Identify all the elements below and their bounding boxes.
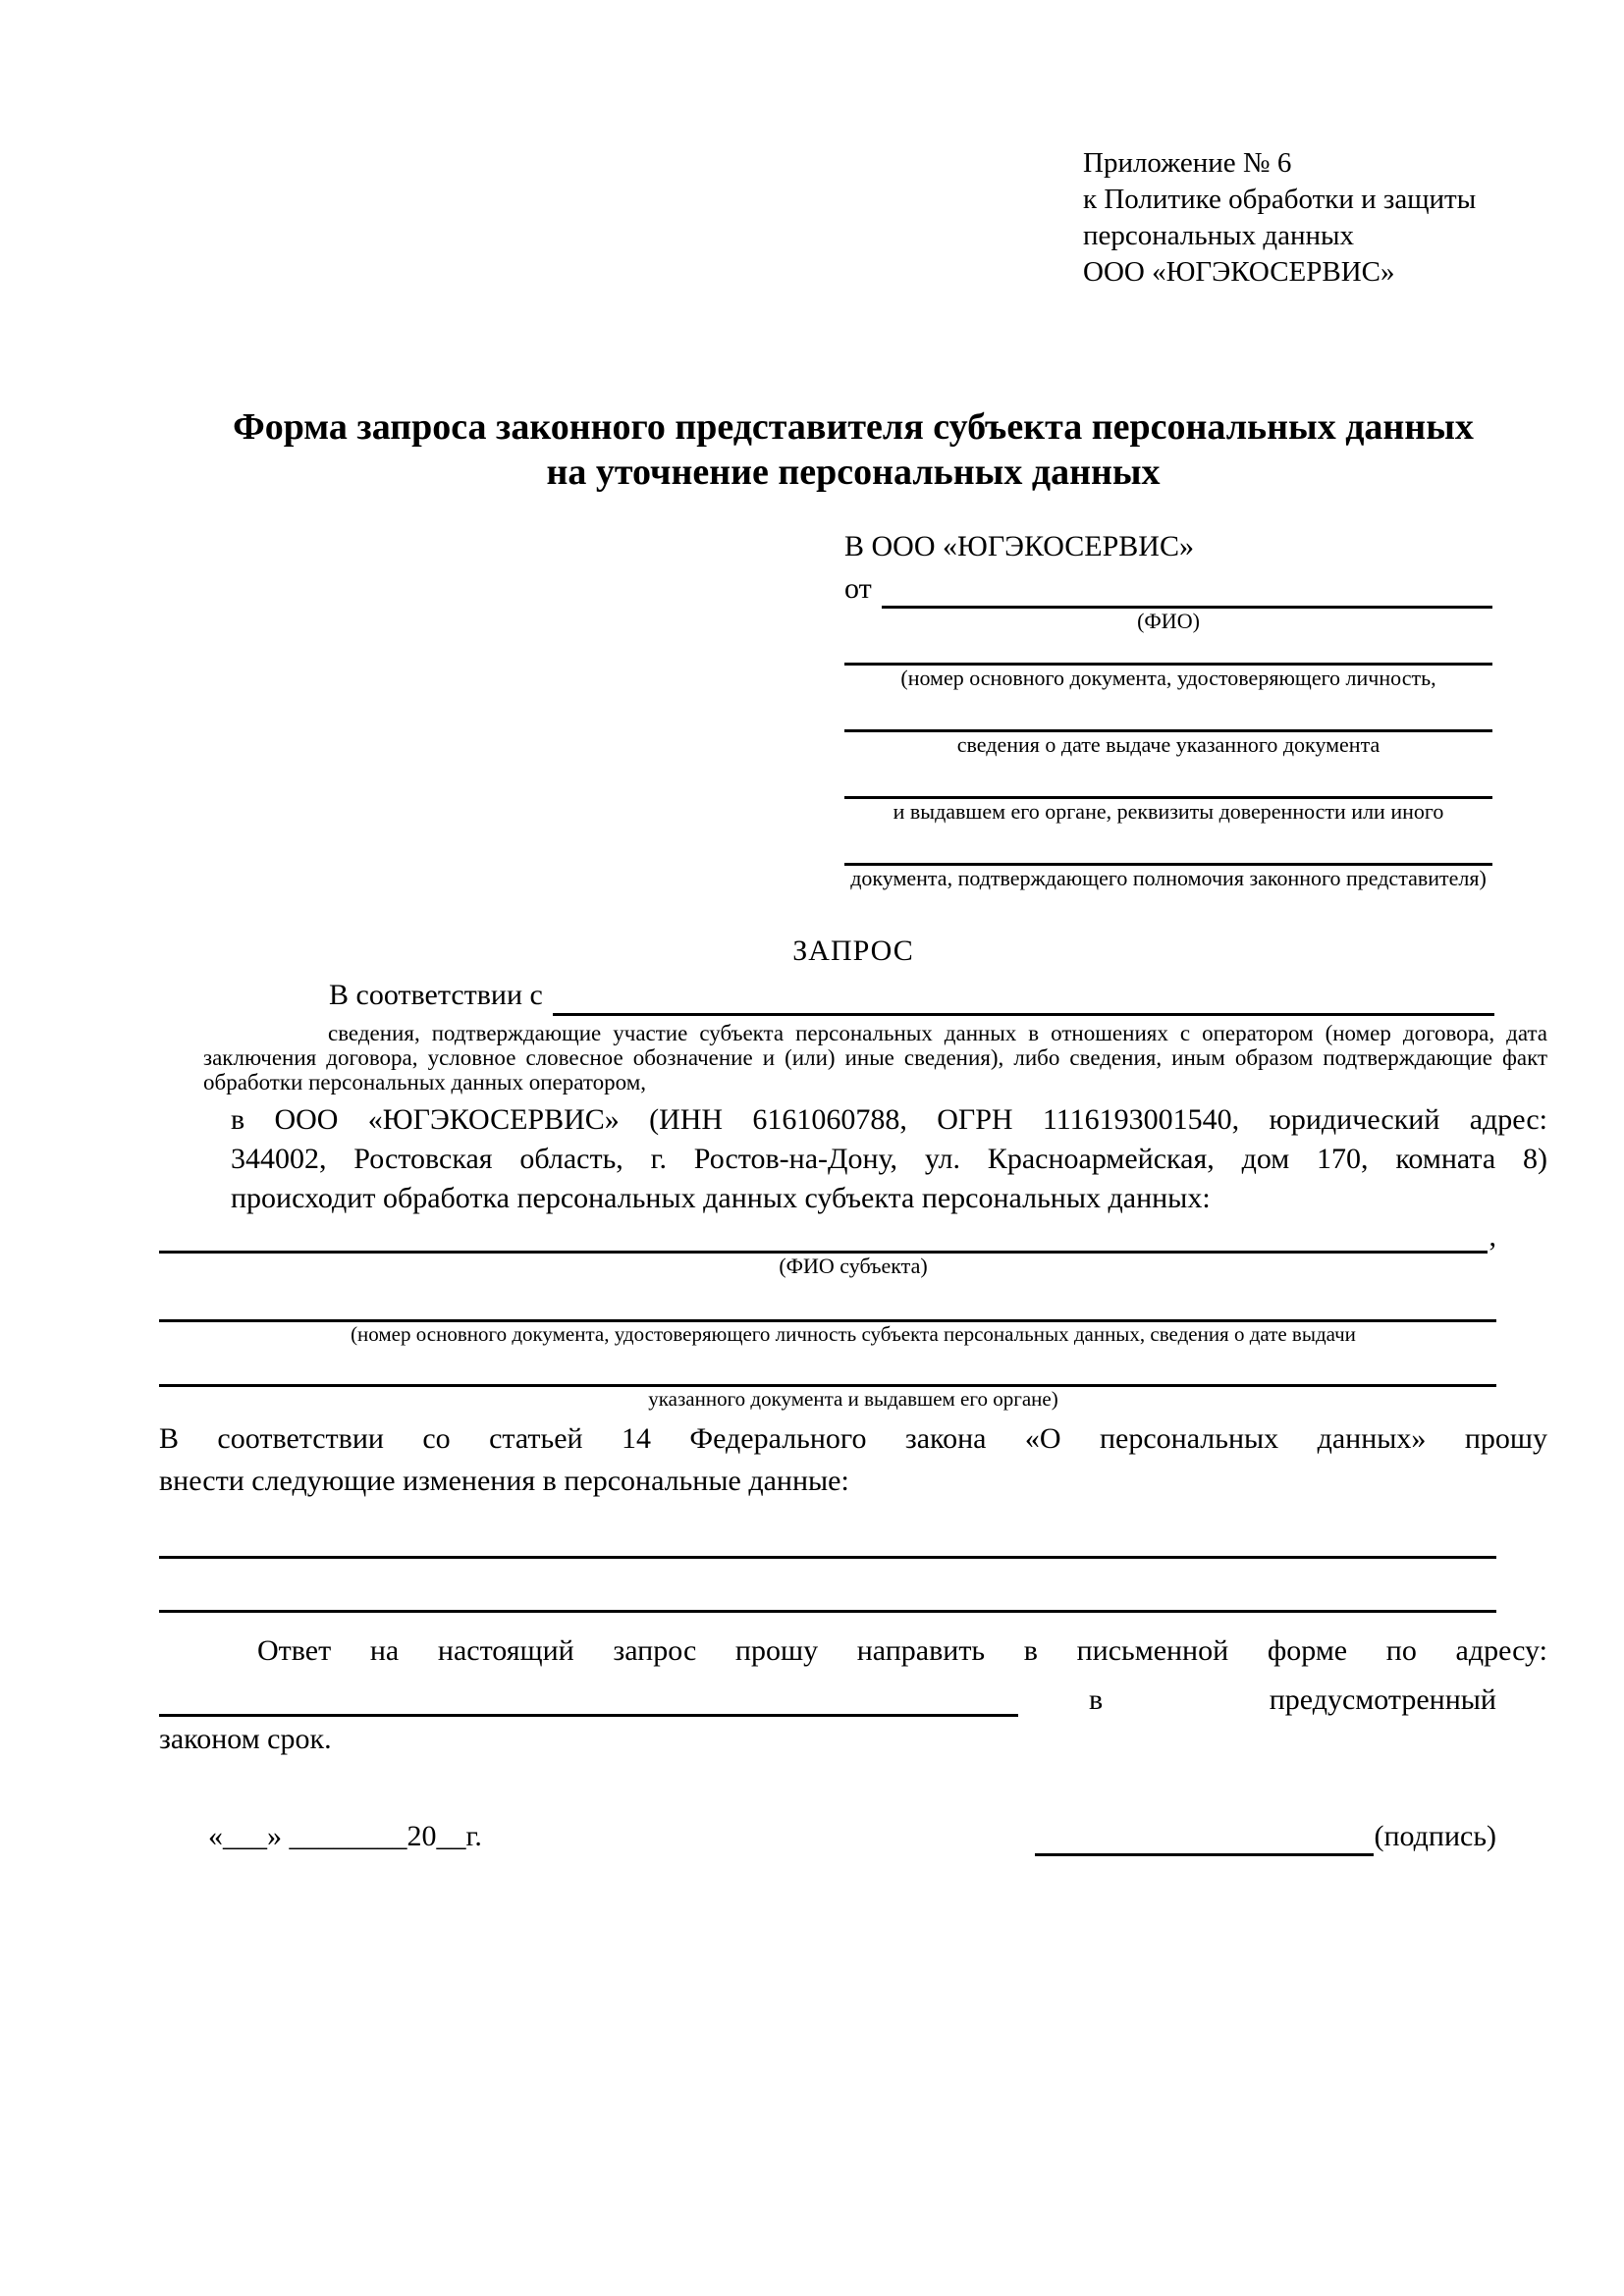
field-blank-line (844, 633, 1492, 666)
law-line: внести следующие изменения в персональные данные: (159, 1465, 849, 1497)
appendix-note (1083, 145, 1547, 291)
addressee-organization: В ООО «ЮГЭКОСЕРВИС» (844, 530, 1194, 562)
representative-doc-field (844, 633, 1492, 690)
subject-doc-blank-line-1 (159, 1278, 1496, 1322)
note-line: сведения, подтверждающие участие субъекта персональных данных в отношениях с оператором (номер договора, дата (328, 1021, 1547, 1045)
signature-blank-line (1035, 1820, 1374, 1856)
fio-caption: (ФИО) (1137, 609, 1200, 633)
representative-doc-field (844, 833, 1492, 890)
appendix-line: к Политике обработки и защиты (1083, 184, 1477, 215)
date-signature-row (159, 1817, 1496, 1856)
from-row (844, 569, 1492, 609)
field-blank-line (844, 833, 1492, 866)
field-blank-line (844, 767, 1492, 799)
appendix-line: персональных данных (1083, 220, 1355, 251)
accordance-blank-line (553, 1013, 1494, 1016)
subject-doc-caption-2: указанного документа и выдавшем его органе) (648, 1387, 1058, 1411)
field-caption: сведения о дате выдаче указанного документа (956, 732, 1380, 757)
title-line-2: на уточнение персональных данных (546, 452, 1161, 493)
subject-fio-blank-line (159, 1218, 1488, 1254)
appendix-line: Приложение № 6 (1083, 147, 1292, 179)
address-blank-line (159, 1675, 1018, 1717)
subject-fio-row (159, 1218, 1496, 1254)
subject-doc-caption-1: (номер основного документа, удостоверяющего личность субъекта персональных данных, сведения о дате выдачи (351, 1322, 1356, 1346)
field-caption: документа, подтверждающего полномочия законного представителя) (850, 866, 1487, 890)
operator-line: происходит обработка персональных данных субъекта персональных данных: (231, 1182, 1211, 1214)
changes-blank-line-1 (159, 1502, 1496, 1559)
document-title (159, 404, 1547, 495)
answer-word-in: в (1089, 1683, 1104, 1716)
field-caption: и выдавшем его органе, реквизиты доверенности или иного (893, 799, 1444, 824)
representative-doc-field (844, 700, 1492, 757)
accordance-note (203, 1021, 1547, 1095)
answer-paragraph (159, 1630, 1547, 1672)
law-request-paragraph (159, 1417, 1547, 1502)
subject-doc-blank-line-2 (159, 1347, 1496, 1387)
field-blank-line (844, 700, 1492, 732)
date-blank: «___» ________20__г. (208, 1820, 482, 1852)
operator-line: 344002, Ростовская область, г. Ростов-на-Дону, ул. Красноармейская, дом 170, комната 8) (231, 1143, 1547, 1175)
answer-tail: законом срок. (159, 1723, 332, 1755)
representative-doc-field (844, 767, 1492, 824)
accordance-label: В соответствии с (329, 979, 543, 1011)
accordance-row (159, 975, 1494, 1016)
answer-line-1: Ответ на настоящий запрос прошу направить в письменной форме по адресу: (257, 1634, 1547, 1667)
note-line: обработки персональных данных оператором, (203, 1070, 646, 1095)
changes-blank-line-2 (159, 1559, 1496, 1613)
operator-paragraph (231, 1100, 1547, 1218)
signature-block (1035, 1817, 1496, 1856)
field-caption: (номер основного документа, удостоверяющего личность, (900, 666, 1436, 690)
from-label: от (844, 572, 872, 605)
note-line: заключения договора, условное словесное обозначение и (или) иные сведения), либо сведения, иным образом подтверждающие факт (203, 1045, 1547, 1070)
answer-word-predusmotrennyj: предусмотренный (1269, 1683, 1496, 1716)
operator-line: в ООО «ЮГЭКОСЕРВИС» (ИНН 6161060788, ОГРН 1116193001540, юридический адрес: (231, 1103, 1547, 1136)
subject-line-comma: , (1489, 1220, 1496, 1253)
appendix-line: ООО «ЮГЭКОСЕРВИС» (1083, 256, 1395, 288)
addressee-block (844, 524, 1492, 890)
answer-address-row (159, 1672, 1496, 1717)
subject-fio-caption: (ФИО субъекта) (779, 1254, 928, 1278)
law-line: В соответствии со статьей 14 Федерального закона «О персональных данных» прошу (159, 1422, 1547, 1455)
title-line-1: Форма запроса законного представителя субъекта персональных данных (233, 406, 1474, 448)
signature-caption: (подпись) (1374, 1820, 1496, 1852)
request-heading: ЗАПРОС (792, 934, 914, 967)
